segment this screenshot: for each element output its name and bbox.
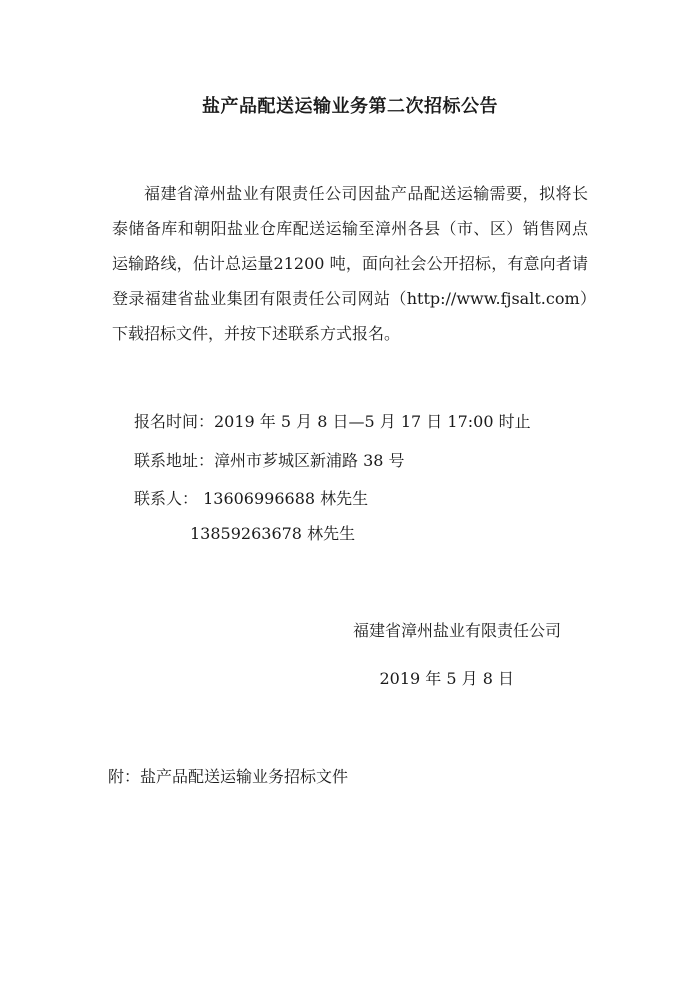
attachment-note: 附：盐产品配送运输业务招标文件 xyxy=(108,767,349,786)
signature-company: 福建省漳州盐业有限责任公司 xyxy=(352,621,561,640)
contact-person-primary: 联系人： 13606996688 林先生 xyxy=(134,489,369,508)
signature-date: 2019 年 5 月 8 日 xyxy=(379,669,514,688)
registration-time: 报名时间：2019 年 5 月 8 日—5 月 17 日 17:00 时止 xyxy=(134,412,531,431)
contact-address: 联系地址：漳州市芗城区新浦路 38 号 xyxy=(134,451,405,470)
contact-person-secondary: 13859263678 林先生 xyxy=(190,524,356,543)
announcement-body: 福建省漳州盐业有限责任公司因盐产品配送运输需要，拟将长泰储备库和朝阳盐业仓库配送运输至漳州各县（市、区）销售网点运输路线，估计总运量21200 吨，面向社会公开招标，有意向者请登录福建省盐业集团有限责任公司网站（http://www.fjsalt.com）下载招标文件，并按下述联系方式报名。 xyxy=(112,184,588,343)
document-title: 盐产品配送运输业务第二次招标公告 xyxy=(202,96,498,117)
